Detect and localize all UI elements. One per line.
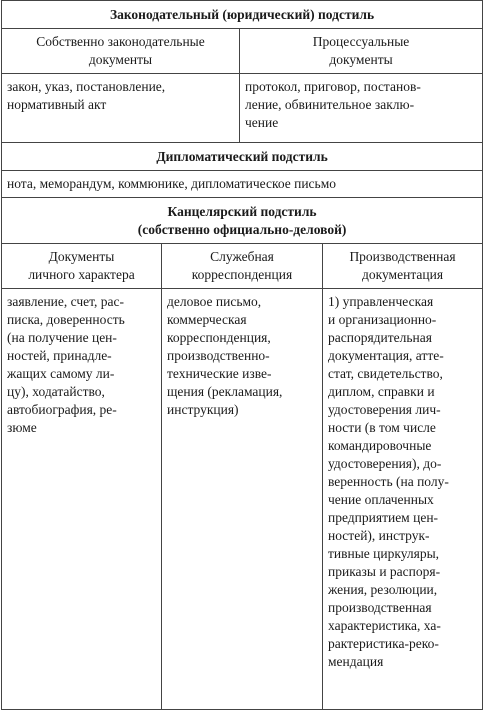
legislative-col2-content: протокол, приговор, постанов- ление, обвинительное заклю- чение [245, 79, 421, 130]
chancery-title-row [2, 198, 483, 244]
substyles-table [1, 0, 483, 710]
chancery-substyle-title: Канцелярский подстиль (собственно официально-деловой) [2, 198, 483, 244]
legislative-col2-header: Процессуальные документы [240, 29, 483, 74]
legislative-col1-cell [2, 74, 240, 143]
chancery-col3-cell [323, 289, 483, 710]
legislative-header-row [2, 29, 483, 74]
legislative-col1-content: закон, указ, постановление, нормативный акт [7, 79, 166, 112]
chancery-col1-content: заявление, счет, рас- писка, доверенность (на получение цен- ностей, принадле- жащих самому ли- цу), ходатайство, автобиография, ре- зюме [7, 294, 125, 435]
diplomatic-title-row [2, 143, 483, 171]
diplomatic-substyle-title: Дипломатический подстиль [2, 143, 483, 171]
legislative-col1-header: Собственно законодательные документы [2, 29, 240, 74]
legislative-content-row [2, 74, 483, 143]
legislative-col2-cell [240, 74, 483, 143]
chancery-col2-content: деловое письмо, коммерческая корреспонденция, производственно- технические изве- щения (рекламация, инструкция) [167, 294, 283, 417]
chancery-col2-header: Служебная корреспонденция [162, 244, 323, 289]
chancery-col3-header: Производственная документация [323, 244, 483, 289]
chancery-header-row [2, 244, 483, 289]
chancery-col2-cell [162, 289, 323, 710]
chancery-content-row [2, 289, 483, 710]
chancery-col3-content: 1) управленческая и организационно- распорядительная документация, атте- стат, свидетельство, диплом, справки и удостоверения лич- ности (в том числе командировочные удостоверения), до- веренность (на полу- чение оплаченных предприятием цен- ностей), инструк- тивные циркуляры, приказы и распоря- жения, резолюции, производственная характеристика, ха- рактеристика-реко- мендация [328, 294, 449, 669]
diplomatic-content: нота, меморандум, коммюнике, дипломатическое письмо [7, 176, 337, 191]
chancery-col1-header: Документы личного характера [2, 244, 162, 289]
legislative-title-row [2, 1, 483, 29]
legislative-substyle-title: Законодательный (юридический) подстиль [2, 1, 483, 29]
diplomatic-content-row [2, 171, 483, 198]
chancery-col1-cell [2, 289, 162, 710]
diplomatic-content-cell [2, 171, 483, 198]
